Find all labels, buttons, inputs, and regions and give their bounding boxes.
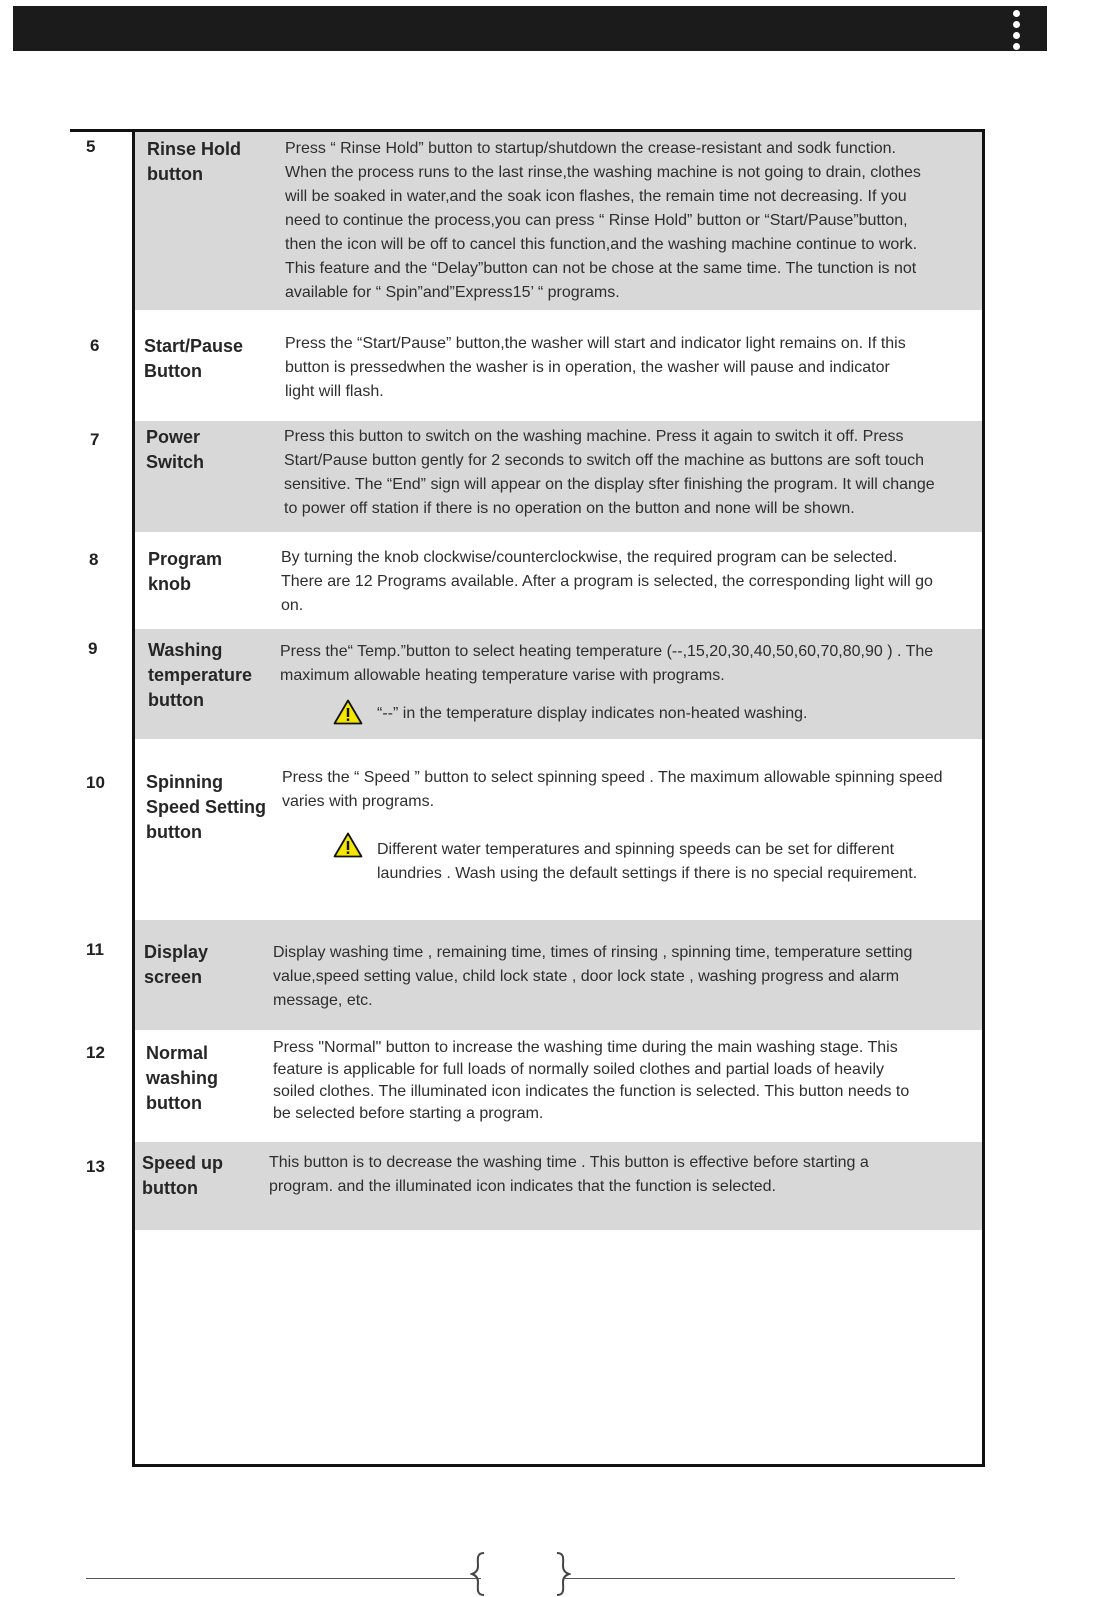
feature-name: Normal washing button [146, 1043, 219, 1113]
feature-description: Press "Normal" button to increase the washing time during the main washing stage. This feature is applicable for full loads of normally soiled clothes and partial loads of heavily soiled clothes. The illuminated icon indicates the function is selected. This button needs to be selected before starting a program. [273, 1039, 910, 1122]
header-bar [13, 6, 1047, 51]
warning-icon [333, 699, 363, 725]
feature-name: Rinse Hold button [147, 139, 242, 184]
row-number: 11 [86, 940, 104, 959]
feature-name: Display screen [144, 942, 209, 987]
feature-description: Press the “ Speed ” button to select spinning speed . The maximum allowable spinning speed varies with programs. [282, 769, 943, 810]
feature-name: Washing temperature button [148, 640, 253, 710]
row-number: 13 [86, 1157, 105, 1176]
right-brace-icon [553, 1552, 571, 1596]
footer-rule-right [565, 1578, 955, 1579]
feature-description: Display washing time , remaining time, times of rinsing , spinning time, temperature setting value,speed setting value, child lock state , door lock state , washing progress and alarm message, etc. [273, 944, 913, 1009]
feature-name: Power Switch [146, 427, 205, 472]
feature-name: Speed up button [142, 1153, 224, 1198]
feature-name: Program knob [148, 549, 223, 594]
table-top-rule [70, 129, 133, 132]
feature-description: Press “ Rinse Hold” button to startup/shutdown the crease-resistant and sodk function. When the process runs to the last rinse,the washing machine is not going to drain, clothes will be soaked in water,and the soak icon flashes, the remain time not decreasing. If you need to continue the process,you can press “ Rinse Hold” button or “Start/Pause”button, then the icon will be off to cancel this function,and the washing machine continue to work. This feature and the “Delay”button can not be chose at the same time. The tunction is not available for “ Spin”and”Express15’ “ programs. [285, 140, 921, 301]
feature-name: Start/Pause Button [144, 336, 244, 381]
row-number: 10 [86, 773, 105, 792]
warning-note: Different water temperatures and spinning speeds can be set for different laundries . Wash using the default settings if there is no special requirement. [377, 841, 918, 882]
feature-description: By turning the knob clockwise/counterclockwise, the required program can be selected. There are 12 Programs available. After a program is selected, the corresponding light will go on. [281, 549, 933, 614]
warning-note: “--” in the temperature display indicates non-heated washing. [377, 705, 808, 722]
footer-rule-left [86, 1578, 481, 1579]
row-number: 12 [86, 1043, 105, 1062]
feature-description: Press the“ Temp.”button to select heating temperature (--,15,20,30,40,50,60,70,80,90 ) . The maximum allowable heating temperature varise with programs. [280, 643, 934, 684]
feature-description: This button is to decrease the washing time . This button is effective before starting a program. and the illuminated icon indicates that the function is selected. [269, 1154, 869, 1195]
feature-name: Spinning Speed Setting button [146, 772, 267, 842]
row-number: 9 [88, 639, 98, 658]
feature-description: Press the “Start/Pause” button,the washer will start and indicator light remains on. If this button is pressedwhen the washer is in operation, the washer will pause and indicator light will flash. [285, 335, 906, 400]
row-number: 5 [86, 137, 96, 156]
menu-dots-icon [1013, 10, 1021, 50]
warning-icon [333, 832, 363, 858]
feature-description: Press this button to switch on the washing machine. Press it again to switch it off. Press Start/Pause button gently for 2 seconds to switch off the machine as buttons are soft touch sensitive. The “End” sign will appear on the display sfter finishing the program. It will change to power off station if there is no operation on the button and none will be shown. [284, 428, 935, 517]
left-brace-icon [470, 1552, 488, 1596]
row-number: 8 [89, 550, 99, 569]
row-number: 6 [90, 336, 100, 355]
row-number: 7 [90, 430, 100, 449]
